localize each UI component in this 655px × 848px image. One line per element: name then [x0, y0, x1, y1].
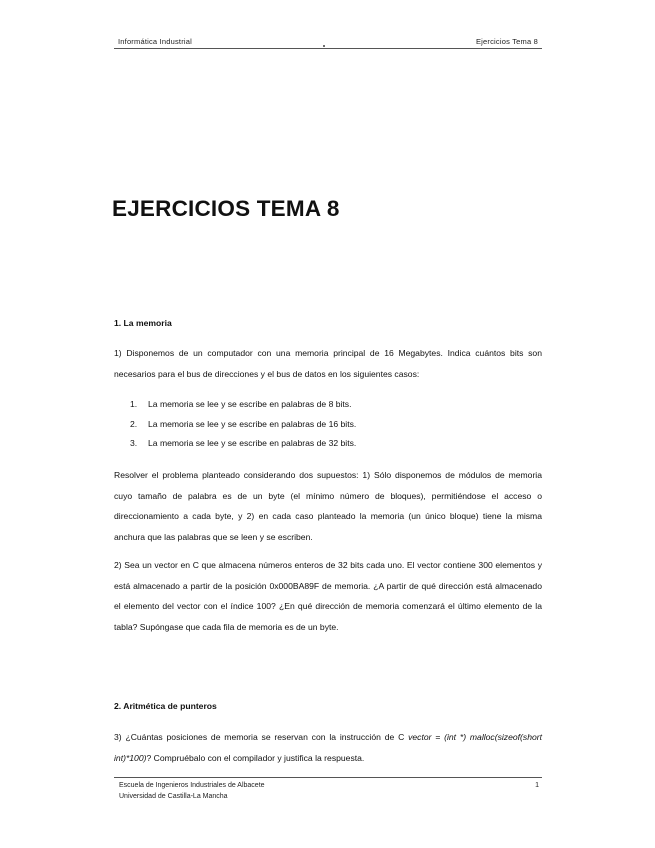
- page-header: [114, 36, 542, 49]
- exercise-3: [114, 727, 542, 768]
- footer-line-2: Universidad de Castilla-La Mancha: [119, 792, 228, 800]
- page-footer: [114, 777, 542, 802]
- header-left: Informática Industrial: [118, 37, 193, 46]
- exercise-2-text: 2) Sea un vector en C que almacena números enteros de 32 bits cada uno. El vector contiene 300 elementos y está almacenado a partir de la posición 0x000BA89F de memoria. ¿A partir de qué dirección está almacenado el elemento del vector con el índice 100? ¿En qué dirección de memoria comenzará el último elemento de la tabla? Supóngase que cada fila de memoria es de un byte.: [114, 560, 542, 632]
- footer-line-1: Escuela de Ingenieros Industriales de Albacete: [119, 782, 265, 789]
- header-right: Ejercicios Tema 8: [475, 37, 538, 46]
- list-item: 1. La memoria se lee y se escribe en palabras de 8 bits.: [130, 399, 352, 409]
- section-1-heading-wrap: [114, 318, 542, 328]
- code-snippet: vector = (int *) malloc(sizeof(short int)*100): [114, 732, 542, 763]
- list-item: 3. La memoria se lee y se escribe en palabras de 32 bits.: [130, 438, 357, 448]
- header-dot: [323, 45, 325, 47]
- section-2-heading-wrap: [114, 701, 542, 711]
- exercise-1-list: [114, 395, 542, 454]
- exercise-2: [114, 555, 542, 637]
- exercise-1: [114, 343, 542, 384]
- exercise-1-extra-text: Resolver el problema planteado considerando dos supuestos: 1) Sólo disponemos de módulos de memoria cuyo tamaño de palabra es de un byte (el mínimo número de bloques), permitiéndose el acceso o direccionamiento a cada byte, y 2) en cada caso planteado la memoria (un único bloque) tiene la misma anchura que las palabras que se leen y se escriben.: [114, 470, 542, 542]
- exercise-3-text: 3) ¿Cuántas posiciones de memoria se reservan con la instrucción de C vector = (int *) malloc(sizeof(short int)*100)? Compruébalo con el compilador y justifica la respuesta.: [114, 732, 542, 763]
- exercise-1-text: 1) Disponemos de un computador con una memoria principal de 16 Megabytes. Indica cuántos bits son necesarios para el bus de direcciones y el bus de datos en los siguientes casos:: [114, 348, 542, 379]
- section-2-heading: 2. Aritmética de punteros: [114, 701, 217, 711]
- page-number: 1: [535, 782, 539, 789]
- list-item: 2. La memoria se lee y se escribe en palabras de 16 bits.: [130, 418, 357, 429]
- page-title: EJERCICIOS TEMA 8: [112, 196, 340, 221]
- exercise-1-extra: [114, 465, 542, 547]
- section-1-heading: 1. La memoria: [114, 318, 172, 328]
